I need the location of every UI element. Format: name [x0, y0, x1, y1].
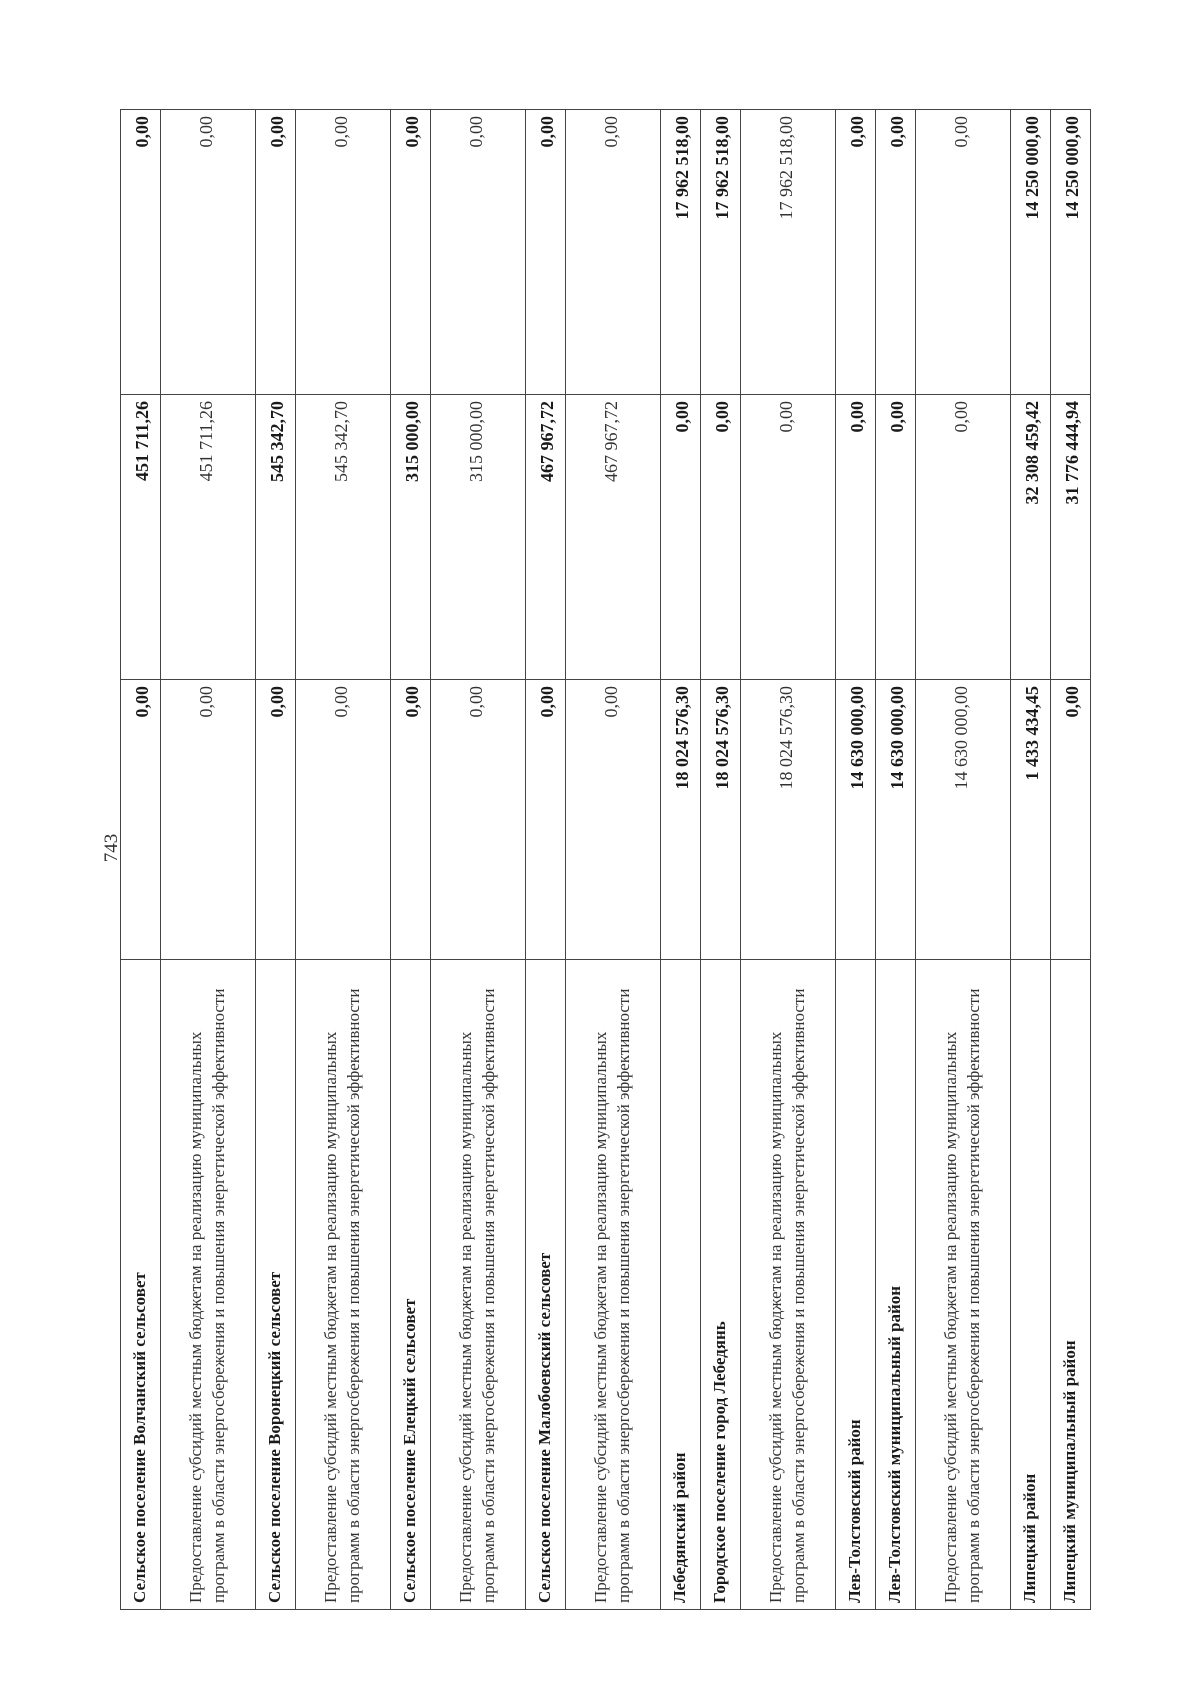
row-label: Городское поселение город Лебедянь — [701, 960, 741, 1610]
amount-col-1: 18 024 576,30 — [661, 680, 701, 960]
row-label: Предоставление субсидий местным бюджетам на реализацию муниципальных программ в области энергосбережения и повышения энергетической эффективности — [741, 960, 836, 1610]
table-row-detail — [566, 110, 661, 1610]
amount-col-2: 315 000,00 — [391, 395, 431, 680]
row-label: Предоставление субсидий местным бюджетам на реализацию муниципальных программ в области энергосбережения и повышения энергетической эффективности — [161, 960, 256, 1610]
amount-col-1: 18 024 576,30 — [741, 680, 836, 960]
amount-col-3: 17 962 518,00 — [661, 110, 701, 395]
amount-col-1: 0,00 — [526, 680, 566, 960]
table-row-heading — [661, 110, 701, 1610]
row-label: Сельское поселение Волчанский сельсовет — [121, 960, 161, 1610]
table-row-detail — [916, 110, 1011, 1610]
amount-col-3: 0,00 — [391, 110, 431, 395]
amount-col-3: 0,00 — [121, 110, 161, 395]
amount-col-3: 17 962 518,00 — [701, 110, 741, 395]
table-row-detail — [296, 110, 391, 1610]
table-row-detail — [161, 110, 256, 1610]
amount-col-3: 0,00 — [296, 110, 391, 395]
amount-col-2: 0,00 — [836, 395, 876, 680]
table-row-heading — [1011, 110, 1051, 1610]
amount-col-1: 0,00 — [256, 680, 296, 960]
row-label: Липецкий муниципальный район — [1051, 960, 1091, 1610]
amount-col-2: 545 342,70 — [296, 395, 391, 680]
table-row-heading — [391, 110, 431, 1610]
row-label: Предоставление субсидий местным бюджетам на реализацию муниципальных программ в области энергосбережения и повышения энергетической эффективности — [296, 960, 391, 1610]
budget-table — [120, 109, 1091, 1610]
amount-col-1: 14 630 000,00 — [836, 680, 876, 960]
amount-col-2: 0,00 — [661, 395, 701, 680]
amount-col-3: 0,00 — [836, 110, 876, 395]
table-row-heading — [836, 110, 876, 1610]
rotated-table-container — [120, 110, 1082, 1610]
amount-col-2: 451 711,26 — [161, 395, 256, 680]
amount-col-3: 0,00 — [161, 110, 256, 395]
row-label: Предоставление субсидий местным бюджетам на реализацию муниципальных программ в области энергосбережения и повышения энергетической эффективности — [431, 960, 526, 1610]
amount-col-3: 0,00 — [431, 110, 526, 395]
amount-col-1: 0,00 — [1051, 680, 1091, 960]
row-label: Сельское поселение Малобоевский сельсовет — [526, 960, 566, 1610]
amount-col-3: 14 250 000,00 — [1051, 110, 1091, 395]
row-label: Лев-Толстовский район — [836, 960, 876, 1610]
amount-col-3: 0,00 — [876, 110, 916, 395]
amount-col-2: 467 967,72 — [566, 395, 661, 680]
row-label: Сельское поселение Воронецкий сельсовет — [256, 960, 296, 1610]
table-row-heading — [121, 110, 161, 1610]
amount-col-1: 0,00 — [566, 680, 661, 960]
table-row-heading — [701, 110, 741, 1610]
row-label: Предоставление субсидий местным бюджетам на реализацию муниципальных программ в области энергосбережения и повышения энергетической эффективности — [916, 960, 1011, 1610]
amount-col-2: 32 308 459,42 — [1011, 395, 1051, 680]
amount-col-1: 0,00 — [391, 680, 431, 960]
amount-col-2: 0,00 — [876, 395, 916, 680]
amount-col-2: 545 342,70 — [256, 395, 296, 680]
amount-col-2: 31 776 444,94 — [1051, 395, 1091, 680]
amount-col-1: 14 630 000,00 — [916, 680, 1011, 960]
amount-col-1: 0,00 — [296, 680, 391, 960]
amount-col-3: 0,00 — [256, 110, 296, 395]
amount-col-1: 0,00 — [161, 680, 256, 960]
page-number: 743 — [101, 833, 122, 863]
amount-col-2: 467 967,72 — [526, 395, 566, 680]
row-label: Лебедянский район — [661, 960, 701, 1610]
row-label: Сельское поселение Елецкий сельсовет — [391, 960, 431, 1610]
amount-col-1: 1 433 434,45 — [1011, 680, 1051, 960]
amount-col-3: 0,00 — [916, 110, 1011, 395]
table-body — [121, 110, 1091, 1610]
row-label: Липецкий район — [1011, 960, 1051, 1610]
table-row-heading — [526, 110, 566, 1610]
row-label: Лев-Толстовский муниципальный район — [876, 960, 916, 1610]
amount-col-1: 18 024 576,30 — [701, 680, 741, 960]
table-row-heading — [876, 110, 916, 1610]
amount-col-3: 0,00 — [566, 110, 661, 395]
amount-col-2: 315 000,00 — [431, 395, 526, 680]
amount-col-3: 14 250 000,00 — [1011, 110, 1051, 395]
amount-col-1: 14 630 000,00 — [876, 680, 916, 960]
amount-col-2: 0,00 — [741, 395, 836, 680]
table-row-detail — [741, 110, 836, 1610]
table-row-heading — [1051, 110, 1091, 1610]
amount-col-2: 451 711,26 — [121, 395, 161, 680]
amount-col-3: 0,00 — [526, 110, 566, 395]
amount-col-1: 0,00 — [121, 680, 161, 960]
row-label: Предоставление субсидий местным бюджетам на реализацию муниципальных программ в области энергосбережения и повышения энергетической эффективности — [566, 960, 661, 1610]
amount-col-2: 0,00 — [916, 395, 1011, 680]
table-row-heading — [256, 110, 296, 1610]
table-row-detail — [431, 110, 526, 1610]
amount-col-3: 17 962 518,00 — [741, 110, 836, 395]
amount-col-1: 0,00 — [431, 680, 526, 960]
amount-col-2: 0,00 — [701, 395, 741, 680]
